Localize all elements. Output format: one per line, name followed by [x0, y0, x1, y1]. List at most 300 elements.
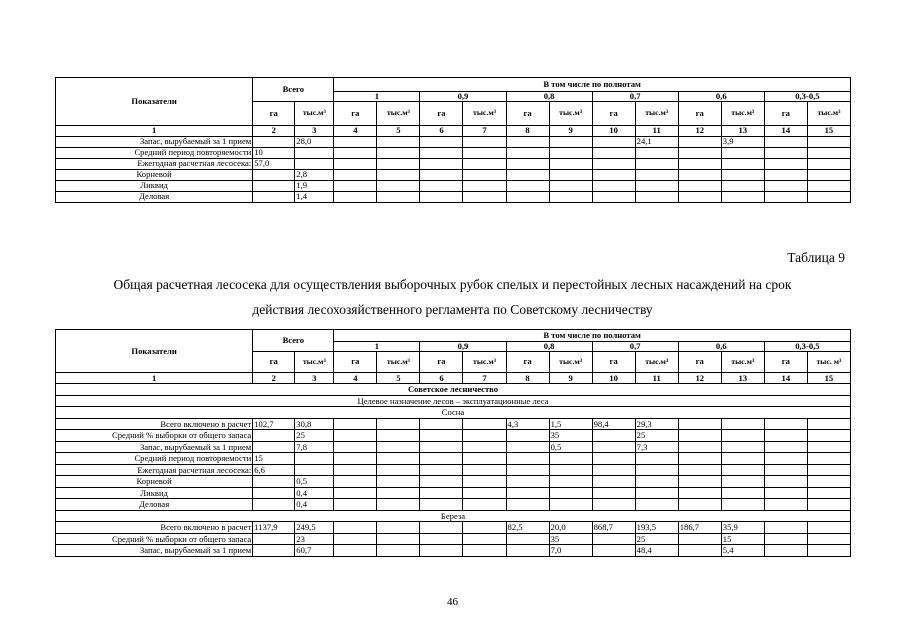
table-1: [55, 77, 851, 203]
row-label: Ежегодная расчетная лесосека:: [56, 464, 253, 476]
cell-value: [334, 533, 377, 545]
row-label: Ликвид: [56, 180, 253, 191]
header-ha: га: [592, 351, 635, 372]
table-row: [56, 464, 851, 476]
cell-value: [420, 136, 463, 147]
header-k-m3: тыс.м³: [549, 351, 592, 372]
header-density: 1: [334, 342, 420, 352]
cell-value: [764, 453, 807, 465]
cell-value: [678, 169, 721, 180]
cell-value: [420, 545, 463, 557]
cell-value: [592, 545, 635, 557]
cell-value: [721, 487, 764, 499]
cell-value: 82,5: [506, 522, 549, 534]
header-k-m3: тыс.м³: [377, 101, 420, 125]
cell-value: [420, 180, 463, 191]
cell-value: 3,9: [721, 136, 764, 147]
cell-value: [377, 158, 420, 169]
cell-value: [253, 430, 295, 442]
row-label: Деловая: [56, 191, 253, 202]
cell-value: [420, 158, 463, 169]
cell-value: [764, 487, 807, 499]
cell-value: [506, 533, 549, 545]
cell-value: [678, 430, 721, 442]
cell-value: [377, 147, 420, 158]
cell-value: 98,4: [592, 418, 635, 430]
cell-value: 35,9: [721, 522, 764, 534]
cell-value: [463, 136, 506, 147]
header-total: Всего: [253, 330, 334, 352]
cell-value: [377, 545, 420, 557]
cell-value: [463, 418, 506, 430]
cell-value: [334, 169, 377, 180]
header-ha: га: [420, 351, 463, 372]
cell-value: [377, 418, 420, 430]
cell-value: 0,4: [295, 487, 334, 499]
cell-value: [764, 418, 807, 430]
cell-value: [592, 533, 635, 545]
cell-value: [420, 430, 463, 442]
header-density: 0,3-0,5: [764, 92, 850, 102]
header-k-m3: тыс. м³: [807, 351, 850, 372]
cell-value: [463, 441, 506, 453]
cell-value: [334, 487, 377, 499]
row-label: Корневой: [56, 476, 253, 488]
header-k-m3: тыс.м³: [295, 101, 334, 125]
cell-value: [253, 533, 295, 545]
cell-value: [807, 180, 850, 191]
cell-value: [635, 464, 678, 476]
header-by-density: В том числе по полнотам: [334, 330, 851, 342]
table-row: [56, 136, 851, 147]
cell-value: [678, 136, 721, 147]
cell-value: [721, 464, 764, 476]
cell-value: [807, 158, 850, 169]
cell-value: [721, 418, 764, 430]
cell-value: 193,5: [635, 522, 678, 534]
header-ha: га: [678, 351, 721, 372]
cell-value: 15: [721, 533, 764, 545]
cell-value: [253, 476, 295, 488]
cell-value: [592, 169, 635, 180]
table-row: [56, 430, 851, 442]
cell-value: 29,3: [635, 418, 678, 430]
cell-value: [463, 169, 506, 180]
cell-value: [420, 453, 463, 465]
table-row: [56, 533, 851, 545]
cell-value: [377, 430, 420, 442]
row-label: Всего включено в расчет: [56, 418, 253, 430]
header-k-m3: тыс.м³: [549, 101, 592, 125]
cell-value: [764, 522, 807, 534]
header-density: 0,7: [592, 92, 678, 102]
cell-value: [334, 180, 377, 191]
cell-value: [295, 147, 334, 158]
cell-value: [549, 476, 592, 488]
cell-value: 7,8: [295, 441, 334, 453]
cell-value: [253, 499, 295, 511]
cell-value: 186,7: [678, 522, 721, 534]
header-density: 0,6: [678, 342, 764, 352]
cell-value: [764, 158, 807, 169]
cell-value: [420, 487, 463, 499]
pine-rows: [56, 418, 851, 510]
header-k-m3: тыс.м³: [463, 351, 506, 372]
row-label: Средний % выборки от общего запаса: [56, 430, 253, 442]
cell-value: [678, 418, 721, 430]
header-density: 0,3-0,5: [764, 342, 850, 352]
cell-value: [463, 545, 506, 557]
header-ha: га: [592, 101, 635, 125]
cell-value: 0,4: [295, 499, 334, 511]
cell-value: [635, 147, 678, 158]
cell-value: [592, 499, 635, 511]
cell-value: [334, 430, 377, 442]
cell-value: [506, 191, 549, 202]
cell-value: [549, 499, 592, 511]
header-k-m3: тыс.м³: [635, 101, 678, 125]
cell-value: [635, 487, 678, 499]
row-label: Средний период повторяемости: [56, 453, 253, 465]
cell-value: [334, 191, 377, 202]
table-title-line-1: Общая расчетная лесосека для осуществления выборочных рубок спелых и перестойных лесных насаждений на срок: [113, 277, 792, 292]
cell-value: [549, 180, 592, 191]
header-ha: га: [678, 101, 721, 125]
cell-value: 6,6: [253, 464, 295, 476]
header-ha: га: [334, 101, 377, 125]
cell-value: [764, 499, 807, 511]
cell-value: [334, 453, 377, 465]
cell-value: [420, 464, 463, 476]
row-label: Запас, вырубаемый за 1 прием: [56, 441, 253, 453]
cell-value: [807, 533, 850, 545]
cell-value: [807, 418, 850, 430]
cell-value: 57,0: [253, 158, 295, 169]
column-numbers-row: 1 2 3 4 5 6 7 8 9 10 11 12 13 14 15: [56, 372, 851, 384]
cell-value: [678, 180, 721, 191]
cell-value: [807, 464, 850, 476]
table-row: [56, 476, 851, 488]
cell-value: [678, 545, 721, 557]
cell-value: [377, 464, 420, 476]
cell-value: [764, 464, 807, 476]
header-ha: га: [506, 101, 549, 125]
cell-value: [463, 487, 506, 499]
cell-value: [721, 476, 764, 488]
table-row: [56, 487, 851, 499]
cell-value: [807, 191, 850, 202]
table-9: [55, 329, 851, 557]
cell-value: 7,0: [549, 545, 592, 557]
row-label: Корневой: [56, 169, 253, 180]
row-label: Средний % выборки от общего запаса: [56, 533, 253, 545]
cell-value: [506, 136, 549, 147]
header-density: 0,7: [592, 342, 678, 352]
table-row: [56, 147, 851, 158]
table-1-body: [56, 136, 851, 202]
cell-value: [506, 169, 549, 180]
table-title-line-2: действия лесохозяйственного регламента по Советскому лесничеству: [252, 302, 653, 317]
cell-value: [807, 169, 850, 180]
cell-value: [506, 476, 549, 488]
header-k-m3: тыс.м³: [721, 351, 764, 372]
cell-value: [463, 476, 506, 488]
cell-value: [334, 441, 377, 453]
header-k-m3: тыс.м³: [721, 101, 764, 125]
cell-value: [807, 136, 850, 147]
header-indicators: Показатели: [56, 78, 253, 126]
cell-value: [295, 453, 334, 465]
row-label: Деловая: [56, 499, 253, 511]
cell-value: [506, 147, 549, 158]
cell-value: [377, 180, 420, 191]
header-ha: га: [420, 101, 463, 125]
cell-value: [334, 158, 377, 169]
cell-value: [678, 464, 721, 476]
row-label: Запас, вырубаемый за 1 прием: [56, 136, 253, 147]
cell-value: 60,7: [295, 545, 334, 557]
cell-value: [721, 430, 764, 442]
cell-value: 0,5: [549, 441, 592, 453]
cell-value: 1,5: [549, 418, 592, 430]
cell-value: [678, 147, 721, 158]
cell-value: 25: [635, 430, 678, 442]
cell-value: [253, 191, 295, 202]
row-label: Средний период повторяемости: [56, 147, 253, 158]
cell-value: 28,0: [295, 136, 334, 147]
table-row: [56, 191, 851, 202]
cell-value: [420, 441, 463, 453]
cell-value: [807, 453, 850, 465]
header-ha: га: [506, 351, 549, 372]
header-density: 0,9: [420, 342, 506, 352]
cell-value: [678, 453, 721, 465]
header-ha: га: [764, 351, 807, 372]
cell-value: [506, 487, 549, 499]
cell-value: [635, 191, 678, 202]
header-k-m3: тыс.м³: [635, 351, 678, 372]
header-by-density: В том числе по полнотам: [334, 78, 851, 92]
cell-value: [253, 487, 295, 499]
table-row: [56, 441, 851, 453]
cell-value: [463, 158, 506, 169]
table-row: [56, 545, 851, 557]
cell-value: [678, 499, 721, 511]
header-k-m3: тыс.м³: [807, 101, 850, 125]
cell-value: [721, 499, 764, 511]
cell-value: [592, 453, 635, 465]
cell-value: [721, 453, 764, 465]
section-forestry: Советское лесничество: [56, 384, 851, 396]
cell-value: [764, 136, 807, 147]
cell-value: [420, 522, 463, 534]
header-ha: га: [253, 101, 295, 125]
cell-value: [253, 441, 295, 453]
cell-value: [807, 545, 850, 557]
cell-value: [334, 147, 377, 158]
cell-value: 102,7: [253, 418, 295, 430]
cell-value: [463, 147, 506, 158]
cell-value: 25: [295, 430, 334, 442]
table-row: [56, 522, 851, 534]
cell-value: [721, 191, 764, 202]
cell-value: [377, 441, 420, 453]
cell-value: [549, 453, 592, 465]
cell-value: [549, 191, 592, 202]
cell-value: 48,4: [635, 545, 678, 557]
cell-value: [334, 522, 377, 534]
cell-value: 5,4: [721, 545, 764, 557]
cell-value: 1,9: [295, 180, 334, 191]
cell-value: [506, 499, 549, 511]
cell-value: [764, 147, 807, 158]
cell-value: [463, 180, 506, 191]
cell-value: [764, 169, 807, 180]
cell-value: [764, 180, 807, 191]
cell-value: [635, 499, 678, 511]
cell-value: [420, 499, 463, 511]
cell-value: [635, 453, 678, 465]
table-caption: Таблица 9: [787, 250, 845, 265]
cell-value: [549, 147, 592, 158]
cell-value: [506, 180, 549, 191]
cell-value: 7,3: [635, 441, 678, 453]
cell-value: [334, 476, 377, 488]
cell-value: 10: [253, 147, 295, 158]
header-total: Всего: [253, 78, 334, 102]
cell-value: [764, 191, 807, 202]
cell-value: [764, 476, 807, 488]
cell-value: [592, 441, 635, 453]
header-density: 1: [334, 92, 420, 102]
cell-value: 15: [253, 453, 295, 465]
cell-value: [678, 191, 721, 202]
cell-value: [506, 158, 549, 169]
table-row: [56, 499, 851, 511]
cell-value: [506, 464, 549, 476]
cell-value: [377, 191, 420, 202]
row-label: Ликвид: [56, 487, 253, 499]
cell-value: [592, 430, 635, 442]
cell-value: [807, 430, 850, 442]
cell-value: [253, 169, 295, 180]
cell-value: [807, 147, 850, 158]
cell-value: [463, 522, 506, 534]
cell-value: [463, 499, 506, 511]
cell-value: [678, 441, 721, 453]
cell-value: [635, 476, 678, 488]
cell-value: [377, 522, 420, 534]
cell-value: [721, 169, 764, 180]
cell-value: 23: [295, 533, 334, 545]
cell-value: [807, 487, 850, 499]
cell-value: 2,8: [295, 169, 334, 180]
cell-value: [334, 464, 377, 476]
cell-value: 30,8: [295, 418, 334, 430]
cell-value: [764, 545, 807, 557]
cell-value: [592, 191, 635, 202]
cell-value: [253, 545, 295, 557]
cell-value: [334, 418, 377, 430]
cell-value: [377, 136, 420, 147]
cell-value: [678, 476, 721, 488]
cell-value: [592, 487, 635, 499]
row-label: Ежегодная расчетная лесосека:: [56, 158, 253, 169]
cell-value: [420, 476, 463, 488]
cell-value: [678, 487, 721, 499]
cell-value: [549, 464, 592, 476]
cell-value: [253, 180, 295, 191]
cell-value: [420, 169, 463, 180]
table-row: [56, 158, 851, 169]
cell-value: [592, 147, 635, 158]
header-density: 0,8: [506, 342, 592, 352]
cell-value: [463, 453, 506, 465]
cell-value: 1,4: [295, 191, 334, 202]
cell-value: [549, 169, 592, 180]
cell-value: [377, 487, 420, 499]
cell-value: [463, 464, 506, 476]
table-row: [56, 453, 851, 465]
cell-value: 868,7: [592, 522, 635, 534]
header-k-m3: тыс.м³: [295, 351, 334, 372]
cell-value: [678, 533, 721, 545]
cell-value: [420, 418, 463, 430]
cell-value: [721, 147, 764, 158]
cell-value: [592, 476, 635, 488]
cell-value: [721, 180, 764, 191]
cell-value: [334, 545, 377, 557]
cell-value: [549, 158, 592, 169]
cell-value: [463, 430, 506, 442]
header-ha: га: [334, 351, 377, 372]
cell-value: [807, 441, 850, 453]
cell-value: [764, 441, 807, 453]
page-number: 46: [447, 596, 458, 608]
cell-value: 20,0: [549, 522, 592, 534]
row-label: Всего включено в расчет: [56, 522, 253, 534]
cell-value: 1137,9: [253, 522, 295, 534]
cell-value: [549, 487, 592, 499]
header-indicators: Показатели: [56, 330, 253, 373]
cell-value: [721, 441, 764, 453]
cell-value: [295, 464, 334, 476]
cell-value: [377, 453, 420, 465]
cell-value: [334, 499, 377, 511]
header-density: 0,9: [420, 92, 506, 102]
cell-value: [506, 545, 549, 557]
cell-value: 35: [549, 430, 592, 442]
cell-value: [764, 430, 807, 442]
cell-value: [377, 499, 420, 511]
species-birch: Береза: [56, 510, 851, 522]
row-label: Запас, вырубаемый за 1 прием: [56, 545, 253, 557]
cell-value: [592, 180, 635, 191]
cell-value: [377, 169, 420, 180]
species-pine: Сосна: [56, 407, 851, 419]
cell-value: [592, 158, 635, 169]
cell-value: 4,3: [506, 418, 549, 430]
table-row: [56, 169, 851, 180]
cell-value: [678, 158, 721, 169]
column-numbers-row: 1 2 3 4 5 6 7 8 9 10 11 12 13 14 15: [56, 125, 851, 136]
cell-value: 0,5: [295, 476, 334, 488]
header-density: 0,8: [506, 92, 592, 102]
cell-value: [420, 147, 463, 158]
cell-value: [592, 464, 635, 476]
table-row: [56, 418, 851, 430]
cell-value: [635, 158, 678, 169]
